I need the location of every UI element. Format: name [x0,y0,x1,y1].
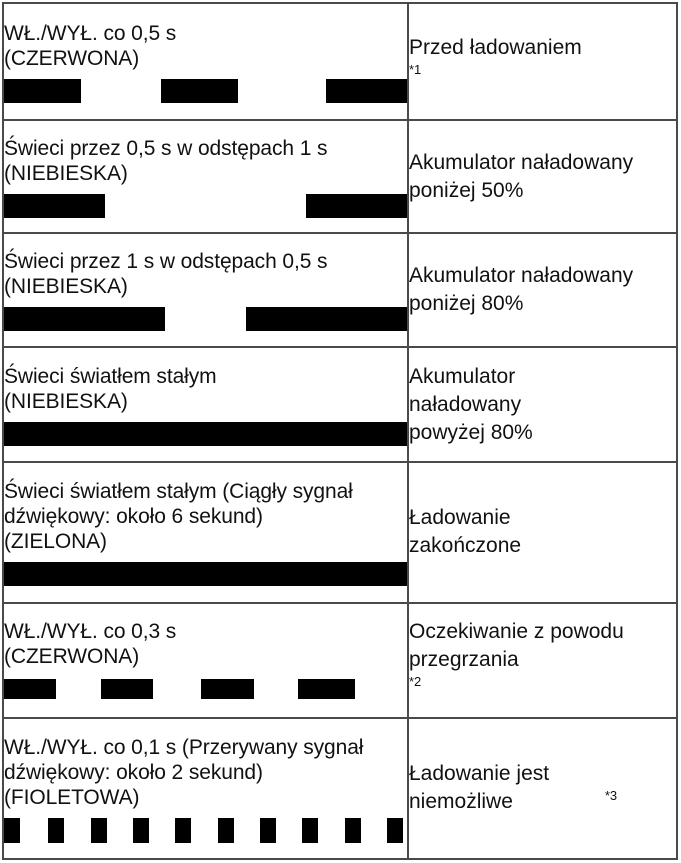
led-on-segment [4,79,81,103]
pattern-cell [3,3,408,120]
led-on-segment [326,79,407,103]
status-text: Akumulator naładowany powyżej 80% [409,364,533,444]
status-cell [408,462,677,602]
footnote-marker: *3 [604,788,618,804]
led-on-segment [133,818,149,843]
led-on-segment [4,307,165,331]
table-row [3,347,677,462]
status-cell [408,3,677,120]
status-cell [408,718,677,859]
pattern-description: Świeci światłem stałym (NIEBIESKA) [4,364,217,413]
led-on-segment [4,679,56,699]
led-on-segment [101,679,153,699]
pattern-cell [3,233,408,347]
status-text: Akumulator naładowany poniżej 50% [409,150,634,202]
table-row [3,603,677,718]
pattern-description: WŁ./WYŁ. co 0,1 s (Przerywany sygnał dźwiękowy: około 2 sekund) (FIOLETOWA) [4,735,364,809]
led-on-segment [4,818,20,843]
footnote-marker: *2 [409,674,422,690]
status-text: Akumulator naładowany poniżej 80% [409,264,634,316]
status-text: Ładowanie zakończone [409,506,522,558]
blink-pattern [4,677,407,701]
pattern-cell [3,347,408,462]
table-row [3,3,677,120]
table-row [3,233,677,347]
pattern-cell [3,718,408,859]
led-on-segment [246,307,407,331]
led-on-segment [4,194,105,218]
blink-pattern [4,79,407,103]
table-row [3,718,677,859]
led-on-segment [48,818,64,843]
status-text: Przed ładowaniem [409,35,582,59]
pattern-cell [3,603,408,718]
led-on-segment [175,818,191,843]
led-on-segment [4,562,407,586]
led-on-segment [345,818,361,843]
led-on-segment [91,818,107,843]
led-on-segment [4,422,407,446]
blink-pattern [4,422,407,446]
footnote-marker: *1 [409,61,422,77]
led-on-segment [218,818,234,843]
table-row [3,462,677,602]
pattern-description: Świeci przez 1 s w odstępach 0,5 s (NIEBIESKA) [4,250,328,299]
status-cell [408,233,677,347]
led-on-segment [298,679,354,699]
status-text: Ładowanie jest niemożliwe [409,762,550,814]
pattern-description: WŁ./WYŁ. co 0,3 s (CZERWONA) [4,620,177,669]
led-status-table [2,2,678,860]
pattern-description: Świeci przez 0,5 s w odstępach 1 s (NIEBIESKA) [4,136,328,185]
status-cell [408,347,677,462]
led-on-segment [302,818,318,843]
status-cell [408,120,677,233]
pattern-cell [3,120,408,233]
led-on-segment [306,194,407,218]
led-on-segment [260,818,276,843]
led-on-segment [161,79,238,103]
blink-pattern [4,194,407,218]
blink-pattern [4,818,407,842]
status-cell [408,603,677,718]
status-text: Oczekiwanie z powodu przegrzania [409,620,624,672]
blink-pattern [4,307,407,331]
table-row [3,120,677,233]
led-on-segment [387,818,403,843]
pattern-cell [3,462,408,602]
pattern-description: WŁ./WYŁ. co 0,5 s (CZERWONA) [4,21,177,70]
led-on-segment [201,679,253,699]
pattern-description: Świeci światłem stałym (Ciągły sygnał dźwiękowy: około 6 sekund) (ZIELONA) [4,479,353,553]
blink-pattern [4,562,407,586]
